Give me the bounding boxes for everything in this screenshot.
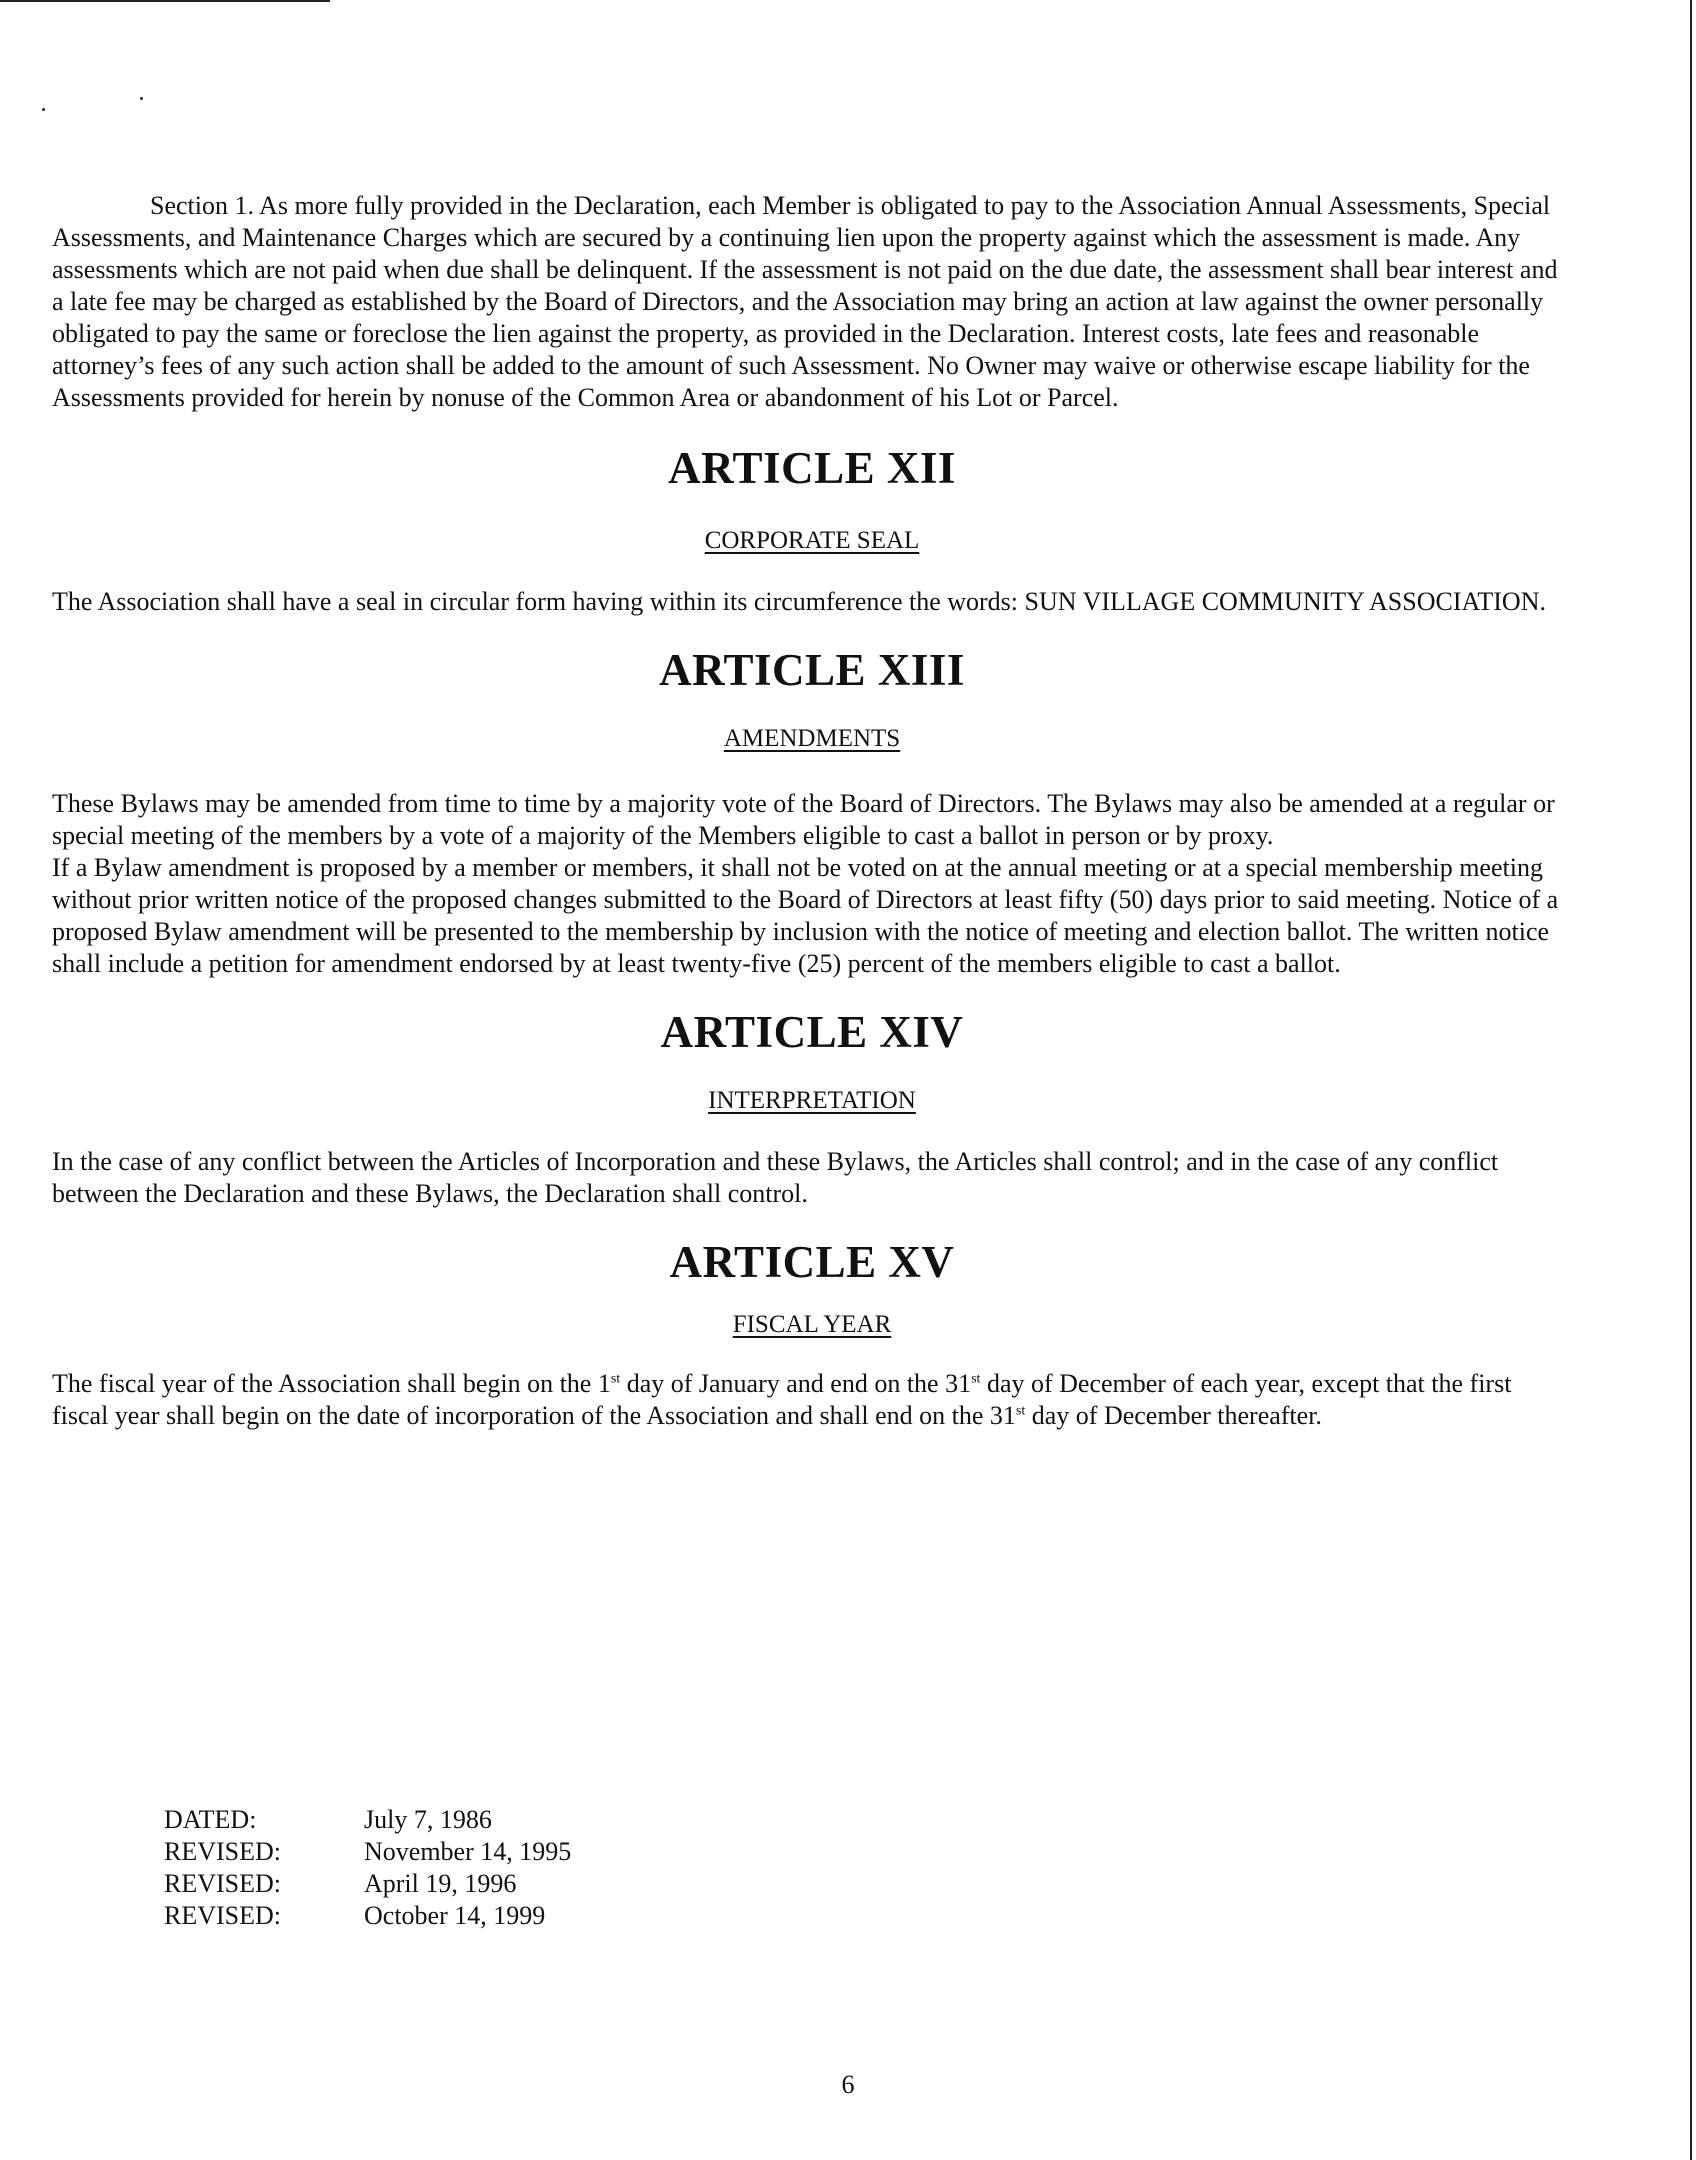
fiscal-text-1: The fiscal year of the Association shall begin on the 1 [52,1369,611,1398]
section-1-paragraph: Section 1. As more fully provided in the Declaration, each Member is obligated to pay to the Association Annual Assessments, Special Assessments, and Maintenance Charges which are secured by a continuing lien upon the property against which the assessment is made. Any assessments which are not paid when due shall be delinquent. If the assessment is not paid on the due date, the assessment shall bear interest and a late fee may be charged as established by the Board of Directors, and the Association may bring an action at law against the owner personally obligated to pay the same or foreclose the lien against the property, as provided in the Declaration. Interest costs, late fees and reasonable attorney’s fees of any such action shall be added to the amount of such Assessment. No Owner may waive or otherwise escape liability for the Assessments provided for herein by nonuse of the Common Area or abandonment of his Lot or Parcel. [52,191,1558,412]
ordinal-suffix: st [610,1371,621,1387]
ordinal-suffix: st [971,1371,981,1387]
article-xiv-body: In the case of any conflict between the Articles of Incorporation and these Bylaws, the Articles shall control; and in the case of any conflict between the Declaration and these Bylaws, the Declaration shall control. [52,1147,1499,1208]
date-row [164,1836,571,1868]
page-number: 6 [841,2070,855,2099]
article-xv-subtitle: FISCAL YEAR [732,1311,892,1338]
article-xiv-subtitle: INTERPRETATION [708,1087,916,1114]
date-value: July 7, 1986 [364,1805,492,1834]
ordinal-suffix: st [1015,1403,1026,1419]
scan-speck [42,108,45,111]
article-xiv-title: ARTICLE XIV [660,1007,964,1057]
date-row [164,1900,571,1932]
scan-top-edge-line [0,0,330,2]
fiscal-text-3: day of December of each year, except that the first fiscal year shall begin on the date of incorporation of the Association and shall end on the 31 [52,1369,1512,1430]
date-value: April 19, 1996 [364,1869,517,1898]
article-xii-title: ARTICLE XII [668,443,956,493]
article-xv-body [52,1368,1572,1432]
article-xiii-body-2: If a Bylaw amendment is proposed by a member or members, it shall not be voted on at the annual meeting or at a special membership meeting without prior written notice of the proposed changes submitted to the Board of Directors at least fifty (50) days prior to said meeting. Notice of a proposed Bylaw amendment will be presented to the membership by inclusion with the notice of meeting and election ballot. The written notice shall include a petition for amendment endorsed by at least twenty-five (25) percent of the members eligible to cast a ballot. [52,853,1559,978]
scan-speck [140,97,143,100]
fiscal-text-2: day of January and end on the 31 [620,1369,972,1398]
scan-right-edge-line [1690,0,1692,2160]
article-xiii-title: ARTICLE XIII [659,645,965,695]
date-row [164,1868,571,1900]
article-xv-title: ARTICLE XV [669,1237,955,1287]
date-label: DATED: [164,1805,257,1834]
date-label: REVISED: [164,1869,281,1898]
revision-dates [164,1804,571,1932]
date-label: REVISED: [164,1901,281,1930]
article-xiii-body-1: These Bylaws may be amended from time to time by a majority vote of the Board of Directors. The Bylaws may also be amended at a regular or special meeting of the members by a vote of a majority of the Members eligible to cast a ballot in person or by proxy. [52,789,1555,850]
date-value: October 14, 1999 [364,1901,546,1930]
date-label: REVISED: [164,1837,281,1866]
article-xiii-subtitle: AMENDMENTS [723,725,901,752]
fiscal-text-4: day of December thereafter. [1025,1401,1322,1430]
article-xii-body: The Association shall have a seal in circular form having within its circumference the words: SUN VILLAGE COMMUNITY ASSOCIATION. [52,587,1546,616]
document-page [52,190,1572,1432]
date-row [164,1804,571,1836]
date-value: November 14, 1995 [364,1837,572,1866]
article-xii-subtitle: CORPORATE SEAL [704,527,920,554]
